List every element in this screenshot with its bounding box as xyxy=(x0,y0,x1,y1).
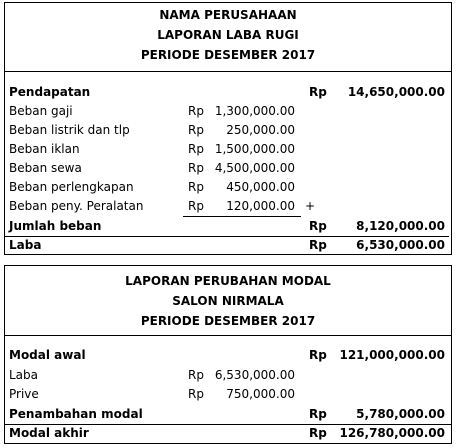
closing-capital-currency: Rp xyxy=(309,426,327,440)
equity-item-amount: 6,530,000.00 xyxy=(214,368,295,382)
expense-currency: Rp xyxy=(188,180,204,194)
profit-label: Laba xyxy=(9,238,42,252)
expense-label: Beban gaji xyxy=(9,104,73,118)
equity-item-currency: Rp xyxy=(188,387,204,401)
equity-item-label: Prive xyxy=(9,387,39,401)
opening-capital-label: Modal awal xyxy=(9,348,86,362)
total-expenses-currency: Rp xyxy=(309,219,327,233)
salon-name: SALON NIRMALA xyxy=(172,294,284,308)
expense-currency: Rp xyxy=(188,161,204,175)
income-statement xyxy=(4,2,452,255)
expense-label: Beban listrik dan tlp xyxy=(9,123,130,137)
expense-amount: 1,500,000.00 xyxy=(214,142,295,156)
expense-amount: 4,500,000.00 xyxy=(214,161,295,175)
total-expenses-row xyxy=(5,217,451,236)
expense-row xyxy=(5,102,451,121)
equity-statement xyxy=(4,265,452,444)
expense-row xyxy=(5,140,451,159)
profit-row xyxy=(5,236,451,255)
equity-report-title: LAPORAN PERUBAHAN MODAL xyxy=(125,274,331,288)
revenue-currency: Rp xyxy=(309,85,327,99)
equity-item-label: Laba xyxy=(9,368,39,382)
equity-header-divider xyxy=(5,335,451,336)
revenue-amount: 14,650,000.00 xyxy=(347,85,445,99)
expense-currency: Rp xyxy=(188,104,204,118)
opening-capital-row xyxy=(5,346,451,365)
expense-label: Beban sewa xyxy=(9,161,82,175)
expense-amount: 1,300,000.00 xyxy=(214,104,295,118)
equity-item-amount: 750,000.00 xyxy=(226,387,295,401)
company-name: NAMA PERUSAHAAN xyxy=(159,8,297,22)
report-period: PERIODE DESEMBER 2017 xyxy=(140,48,316,62)
closing-capital-label: Modal akhir xyxy=(9,426,89,440)
expense-currency: Rp xyxy=(188,123,204,137)
plus-sign: + xyxy=(305,199,316,213)
expense-row xyxy=(5,197,451,216)
capital-increase-amount: 5,780,000.00 xyxy=(356,407,445,421)
capital-increase-currency: Rp xyxy=(309,407,327,421)
header-divider xyxy=(5,71,451,72)
profit-amount: 6,530,000.00 xyxy=(356,238,445,252)
expense-currency: Rp xyxy=(188,142,204,156)
equity-statement-header xyxy=(5,266,451,331)
opening-capital-currency: Rp xyxy=(309,348,327,362)
revenue-label: Pendapatan xyxy=(9,85,91,99)
income-statement-header xyxy=(5,3,451,65)
equity-item-row xyxy=(5,385,451,404)
opening-capital-amount: 121,000,000.00 xyxy=(339,348,445,362)
closing-capital-amount: 126,780,000.00 xyxy=(339,426,445,440)
expense-amount: 120,000.00 xyxy=(226,199,295,213)
expense-amount: 250,000.00 xyxy=(226,123,295,137)
total-expenses-amount: 8,120,000.00 xyxy=(356,219,445,233)
report-title: LAPORAN LABA RUGI xyxy=(157,28,299,42)
capital-increase-label: Penambahan modal xyxy=(9,407,143,421)
expense-label: Beban iklan xyxy=(9,142,80,156)
capital-increase-row xyxy=(5,405,451,424)
expense-currency: Rp xyxy=(188,199,204,213)
closing-capital-row xyxy=(5,424,451,443)
equity-item-row xyxy=(5,366,451,385)
revenue-row xyxy=(5,83,451,102)
expense-label: Beban perlengkapan xyxy=(9,180,134,194)
equity-report-period: PERIODE DESEMBER 2017 xyxy=(140,314,316,328)
profit-currency: Rp xyxy=(309,238,327,252)
expense-row xyxy=(5,121,451,140)
expense-label: Beban peny. Peralatan xyxy=(9,199,144,213)
total-expenses-label: Jumlah beban xyxy=(9,219,102,233)
expense-row xyxy=(5,178,451,197)
equity-item-currency: Rp xyxy=(188,368,204,382)
expense-row xyxy=(5,159,451,178)
expense-amount: 450,000.00 xyxy=(226,180,295,194)
